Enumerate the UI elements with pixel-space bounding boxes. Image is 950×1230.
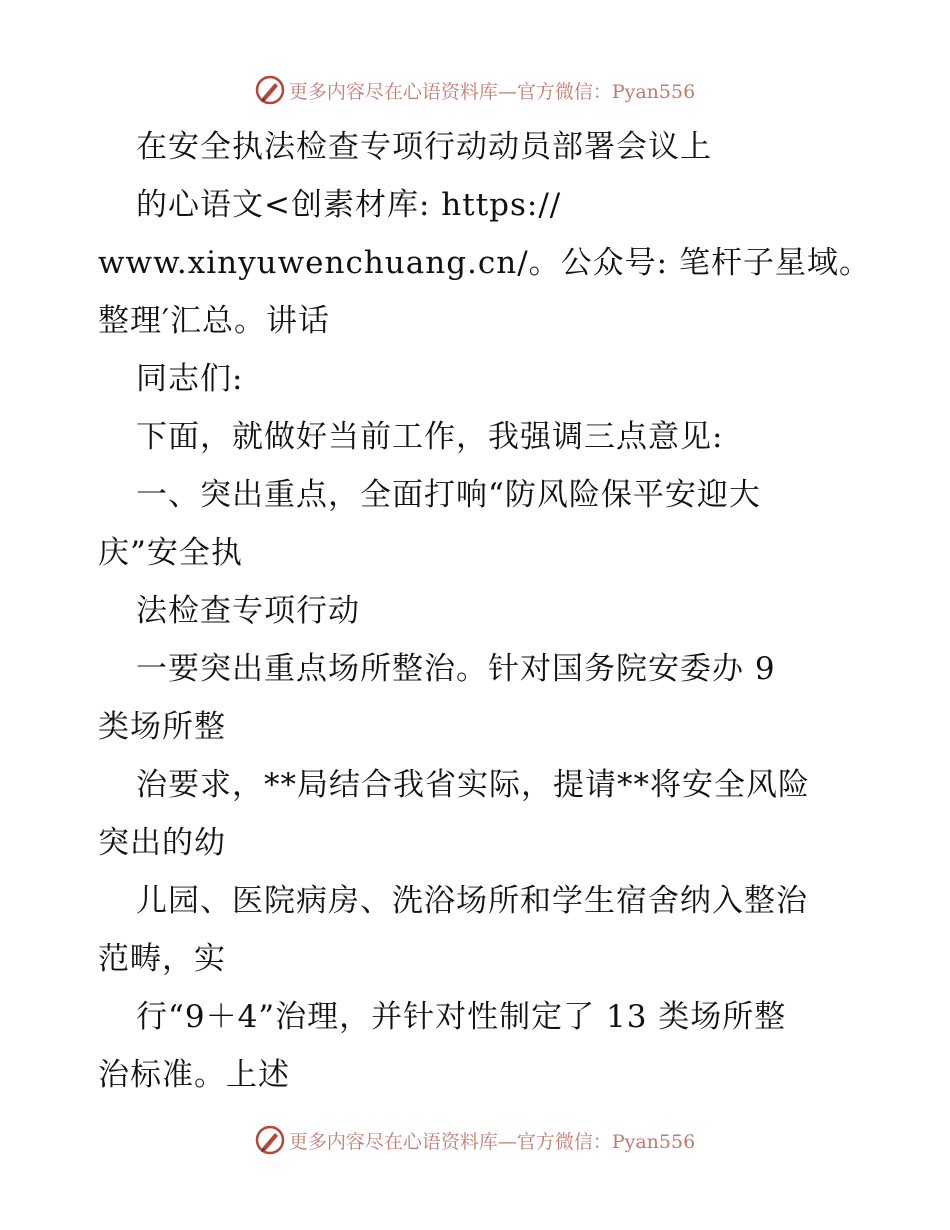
text-line: 行“9＋4”治理，并针对性制定了 13 类场所整 xyxy=(136,999,787,1035)
text-line: 的心语文<创素材库: https:// xyxy=(136,187,562,223)
text-line: 庆”安全执 xyxy=(98,535,243,571)
text-line: 类场所整 xyxy=(98,709,226,745)
text-line: www.xinyuwenchuang.cn/。公众号: 笔杆子星域。 xyxy=(98,245,871,281)
text-line: 范畴，实 xyxy=(98,941,226,977)
document-body xyxy=(98,118,871,1104)
pen-logo-icon xyxy=(255,1125,285,1155)
text-line: 法检查专项行动 xyxy=(136,593,360,629)
header-watermark xyxy=(0,70,950,110)
text-line: 在安全执法检查专项行动动员部署会议上 xyxy=(136,129,712,165)
text-line: 下面，就做好当前工作，我强调三点意见: xyxy=(136,419,724,455)
pen-logo-icon xyxy=(255,75,285,105)
text-line: 儿园、医院病房、洗浴场所和学生宿舍纳入整治 xyxy=(136,883,808,919)
text-line: 同志们: xyxy=(136,361,244,397)
text-line: 突出的幼 xyxy=(98,825,226,861)
text-line: 治要求，**局结合我省实际，提请**将安全风险 xyxy=(136,767,810,803)
text-line: 治标准。上述 xyxy=(98,1057,290,1093)
text-line: 一要突出重点场所整治。针对国务院安委办 9 xyxy=(136,651,776,687)
text-line: 整理′汇总。讲话 xyxy=(98,303,331,339)
watermark-text: 更多内容尽在心语资料库—官方微信：Pyan556 xyxy=(288,1130,696,1153)
footer-watermark xyxy=(0,1120,950,1160)
watermark-text: 更多内容尽在心语资料库—官方微信：Pyan556 xyxy=(288,80,696,103)
text-line: 一、突出重点，全面打响“防风险保平安迎大 xyxy=(136,477,761,513)
